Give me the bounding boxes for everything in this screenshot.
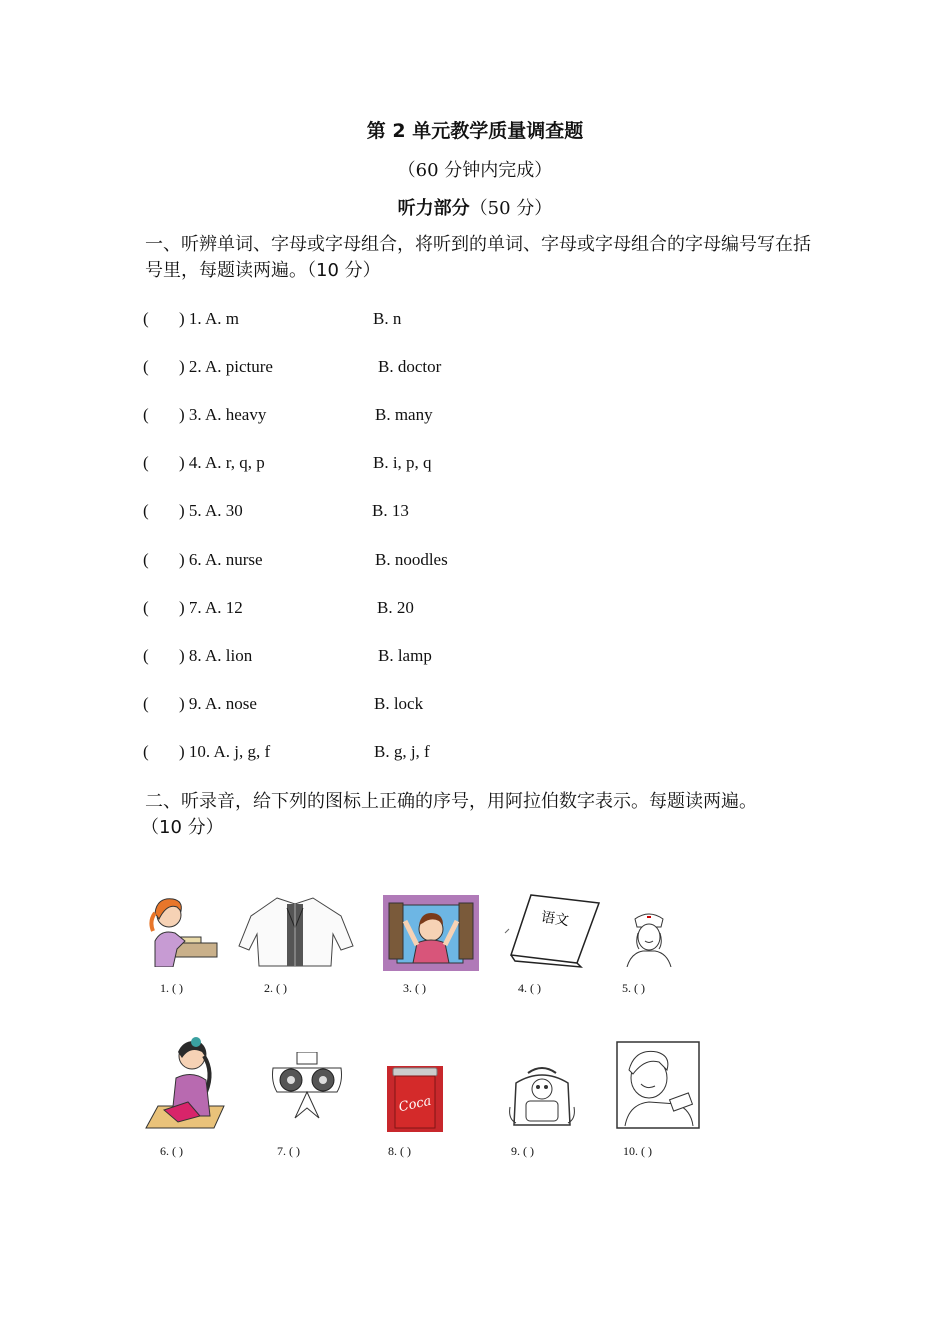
question-row: ( ) 1. A. m B. n (143, 309, 402, 328)
question-row: ( ) 9. A. nose B. lock (143, 694, 424, 713)
jacket-icon (237, 894, 355, 968)
page-subtitle: （60 分钟内完成） (397, 160, 553, 181)
girl-at-desk-icon (147, 893, 219, 967)
part1-instruction: 一、听辨单词、字母或字母组合，将听到的单词、字母或字母组合的字母编号写在括号里，每题读两遍。（10 分） (145, 234, 811, 281)
picture-caption: 10. ( ) (623, 1144, 652, 1158)
picture-caption: 6. ( ) (160, 1144, 183, 1158)
nurse-icon (623, 909, 675, 967)
question-row: ( ) 6. A. nurse B. noodles (143, 550, 448, 569)
question-row: ( ) 10. A. j, g, f B. g, j, f (143, 742, 430, 761)
picture-caption: 3. ( ) (403, 981, 426, 995)
picture-caption: 2. ( ) (264, 981, 287, 995)
section-name: 听力部分 (397, 198, 470, 219)
picture-caption: 4. ( ) (518, 981, 541, 995)
girl-at-window-icon (383, 895, 479, 971)
question-row: ( ) 4. A. r, q, p B. i, p, q (143, 453, 432, 472)
camera-icon (267, 1052, 347, 1122)
picture-caption: 5. ( ) (622, 981, 645, 995)
question-row: ( ) 7. A. 12 B. 20 (143, 598, 414, 617)
cola-can-icon (387, 1066, 443, 1132)
question-row: ( ) 8. A. lion B. lamp (143, 646, 432, 665)
svg-text:Coca: Coca (397, 1093, 433, 1116)
page-title: 第 2 单元教学质量调查题 (366, 120, 584, 142)
backpack-icon (506, 1063, 578, 1129)
section-score: （50 分） (469, 198, 553, 219)
picture-caption: 8. ( ) (388, 1144, 411, 1158)
svg-text:语文: 语文 (540, 909, 570, 930)
question-row: ( ) 2. A. picture B. doctor (143, 357, 442, 376)
picture-caption: 7. ( ) (277, 1144, 300, 1158)
picture-caption: 1. ( ) (160, 981, 183, 995)
picture-caption: 9. ( ) (511, 1144, 534, 1158)
question-row: ( ) 5. A. 30 B. 13 (143, 501, 409, 520)
question-row: ( ) 3. A. heavy B. many (143, 405, 433, 424)
boy-with-phone-icon (615, 1040, 701, 1132)
girl-sitting-icon (144, 1036, 226, 1132)
section-heading (0, 194, 950, 220)
chinese-book-icon (503, 893, 601, 969)
part2-instruction: 二、听录音，给下列的图标上正确的序号，用阿拉伯数字表示。每题读两遍。 （10 分） (141, 791, 757, 838)
